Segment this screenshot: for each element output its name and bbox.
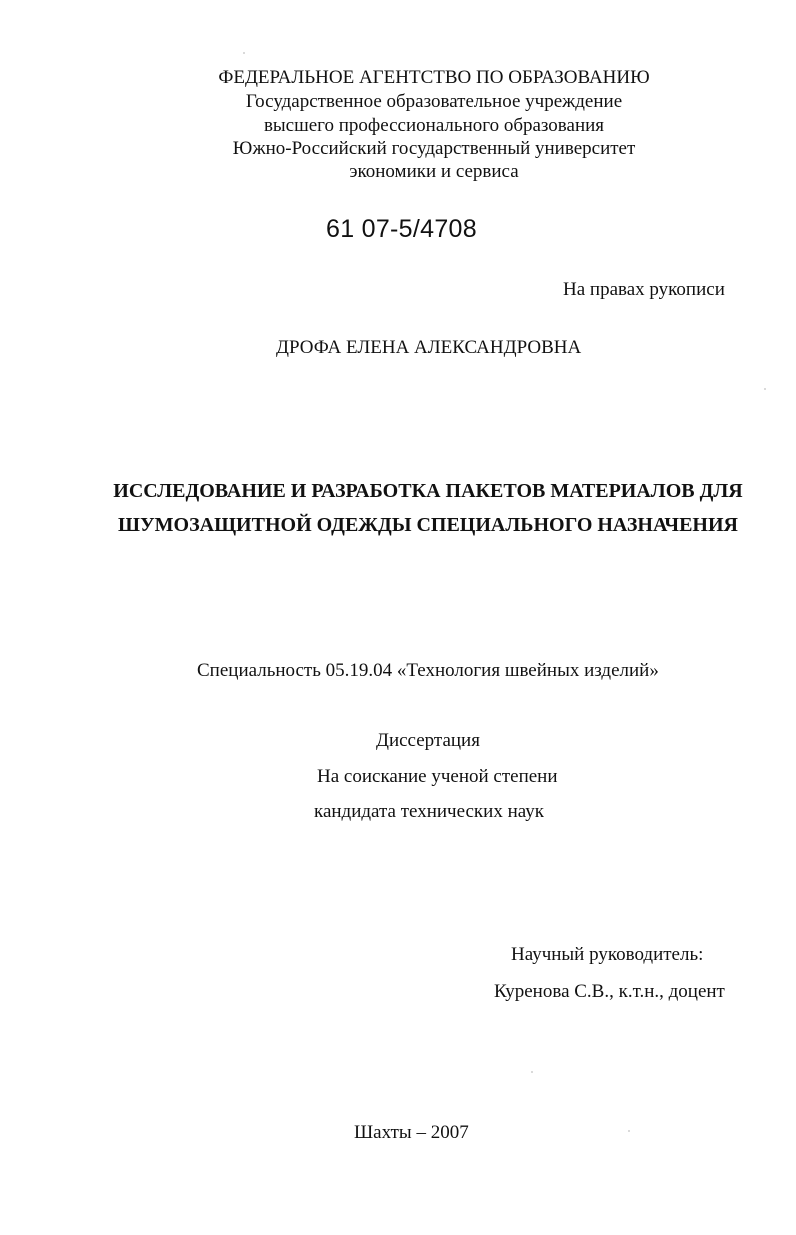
author-name: ДРОФА ЕЛЕНА АЛЕКСАНДРОВНА — [276, 337, 582, 358]
catalog-number: 61 07-5/4708 — [326, 215, 477, 243]
agency-name: ФЕДЕРАЛЬНОЕ АГЕНТСТВО ПО ОБРАЗОВАНИЮ — [218, 67, 650, 88]
work-type: Диссертация — [376, 730, 480, 751]
university-name: Южно-Российский государственный университет — [232, 138, 636, 159]
scan-speck — [628, 1130, 630, 1132]
rights-note: На правах рукописи — [563, 279, 725, 300]
institution-type: Государственное образовательное учреждение — [245, 91, 623, 112]
title-line-2: ШУМОЗАЩИТНОЙ ОДЕЖДЫ СПЕЦИАЛЬНОГО НАЗНАЧЕНИЯ — [118, 514, 738, 536]
degree-name: кандидата технических наук — [314, 801, 544, 822]
specialty: Специальность 05.19.04 «Технология швейных изделий» — [197, 660, 659, 681]
title-line-1: ИССЛЕДОВАНИЕ И РАЗРАБОТКА ПАКЕТОВ МАТЕРИАЛОВ ДЛЯ — [113, 480, 743, 502]
degree-purpose: На соискание ученой степени — [317, 766, 558, 787]
scan-speck — [243, 52, 245, 54]
place-year: Шахты – 2007 — [354, 1122, 469, 1143]
scan-speck — [531, 1071, 533, 1073]
supervisor-label: Научный руководитель: — [511, 944, 704, 965]
education-level: высшего профессионального образования — [263, 115, 605, 136]
university-name-cont: экономики и сервиса — [349, 161, 519, 182]
scan-speck — [764, 388, 766, 390]
supervisor-name: Куренова С.В., к.т.н., доцент — [494, 981, 725, 1002]
